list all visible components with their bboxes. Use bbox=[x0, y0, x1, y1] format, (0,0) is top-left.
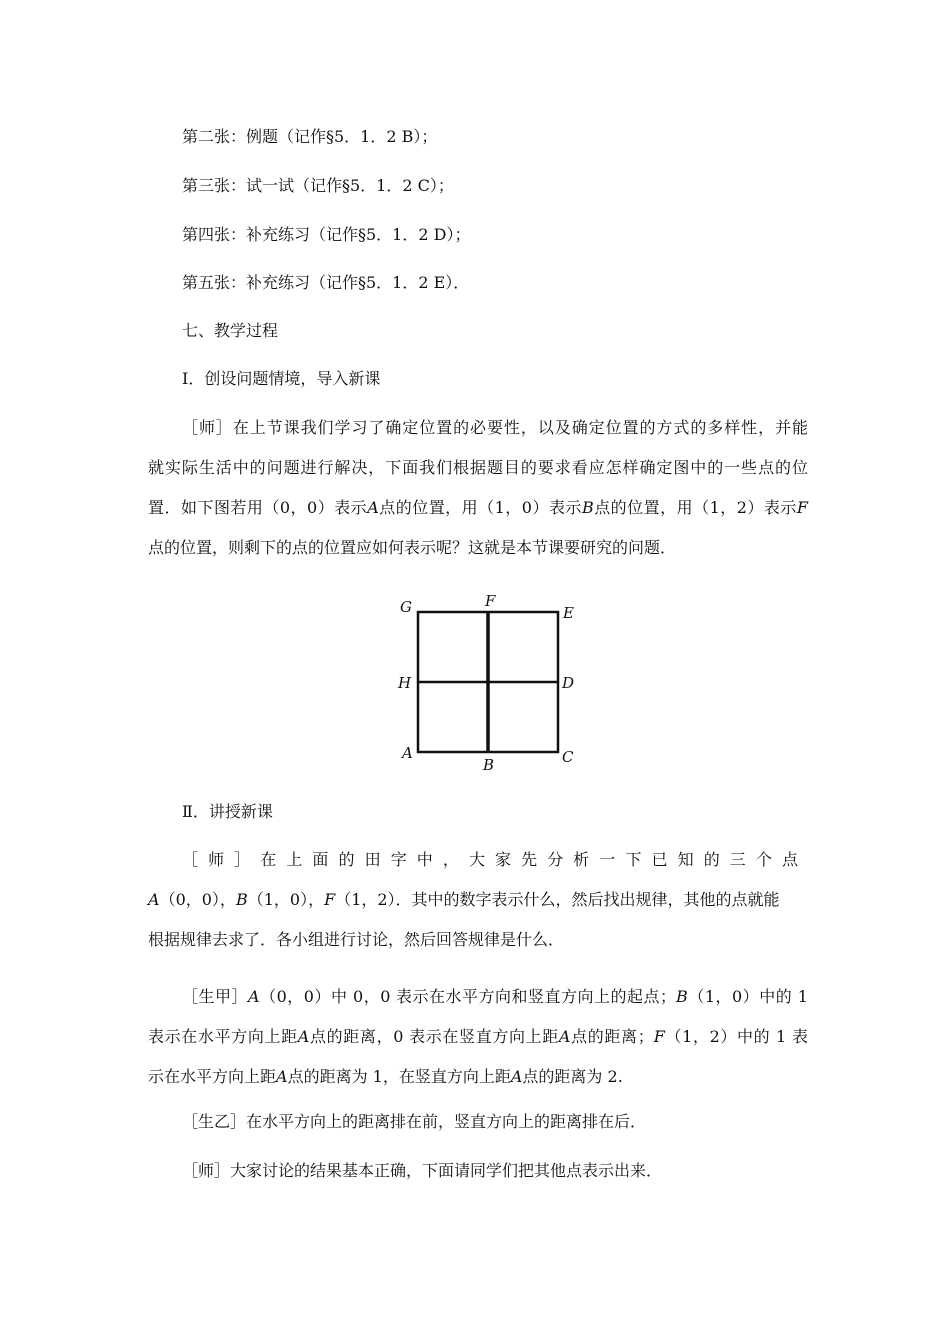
list-item: 第二张：例题（记作§5．1．2 B）； bbox=[182, 127, 438, 146]
point-label: D bbox=[562, 674, 575, 692]
point-label: F bbox=[485, 592, 496, 610]
para-line: 表示在水平方向上距A点的距离，0 表示在竖直方向上距A点的距离；F（1，2）中的 1 表 bbox=[148, 1027, 808, 1046]
para-line: ［生甲］A（0，0）中 0，0 表示在水平方向和竖直方向上的起点；B（1，0）中的 1 bbox=[182, 987, 808, 1006]
point-label: A bbox=[276, 1067, 288, 1086]
point-label: A bbox=[248, 987, 260, 1006]
list-item: 第五张：补充练习（记作§5．1．2 E）． bbox=[182, 273, 470, 292]
para-line: ［师］在上节课我们学习了确定位置的必要性，以及确定位置的方式的多样性，并能 bbox=[182, 418, 808, 437]
list-item: 第四张：补充练习（记作§5．1．2 D）； bbox=[182, 225, 471, 244]
section-heading: 七、教学过程 bbox=[182, 321, 279, 340]
point-label: A bbox=[148, 890, 160, 909]
para-line: ［师］在上面的田字中，大家先分析一下已知的三个点 bbox=[182, 850, 808, 869]
subsection-heading: Ⅰ．创设问题情境，导入新课 bbox=[182, 369, 381, 388]
point-label: A bbox=[297, 1027, 310, 1046]
point-label: A bbox=[367, 498, 379, 517]
para-line: 根据规律去求了．各小组进行讨论，然后回答规律是什么． bbox=[148, 930, 565, 949]
paragraph-student-b: ［生乙］在水平方向上的距离排在前，竖直方向上的距离排在后． bbox=[182, 1112, 647, 1131]
point-label: A bbox=[510, 1067, 523, 1086]
paragraph-teacher-conclusion: ［师］大家讨论的结果基本正确，下面请同学们把其他点表示出来． bbox=[182, 1161, 663, 1180]
point-label: G bbox=[400, 598, 412, 616]
point-label: H bbox=[398, 674, 412, 692]
para-line: 就实际生活中的问题进行解决，下面我们根据题目的要求看应怎样确定图中的一些点的位 bbox=[148, 458, 808, 477]
list-item: 第三张：试一试（记作§5．1．2 C）； bbox=[182, 176, 454, 195]
point-label: E bbox=[563, 604, 574, 622]
point-label: B bbox=[676, 987, 688, 1006]
point-label: F bbox=[653, 1027, 665, 1046]
paragraph-student-a bbox=[148, 977, 808, 1097]
point-label: A bbox=[558, 1027, 571, 1046]
point-label: B bbox=[483, 756, 495, 774]
paragraph-intro bbox=[148, 408, 808, 568]
point-label: A bbox=[402, 744, 413, 762]
para-line: 点的位置，则剩下的点的位置应如何表示呢？这就是本节课要研究的问题． bbox=[148, 538, 677, 557]
point-label: F bbox=[796, 498, 808, 517]
point-label: B bbox=[581, 498, 594, 517]
grid-figure bbox=[390, 590, 590, 780]
subsection-heading: Ⅱ．讲授新课 bbox=[182, 802, 273, 821]
point-label: B bbox=[235, 890, 248, 909]
point-label: C bbox=[562, 748, 574, 766]
point-label: F bbox=[324, 890, 336, 909]
para-line: 置．如下图若用（0，0）表示A点的位置，用（1，0）表示B点的位置，用（1，2）表示F bbox=[148, 498, 808, 517]
para-line: 示在水平方向上距A点的距离为 1，在竖直方向上距A点的距离为 2. bbox=[148, 1067, 623, 1086]
paragraph-teacher bbox=[148, 840, 808, 960]
para-line: A（0，0），B（1，0），F（1，2）．其中的数字表示什么，然后找出规律，其他的点就能 bbox=[148, 890, 780, 909]
